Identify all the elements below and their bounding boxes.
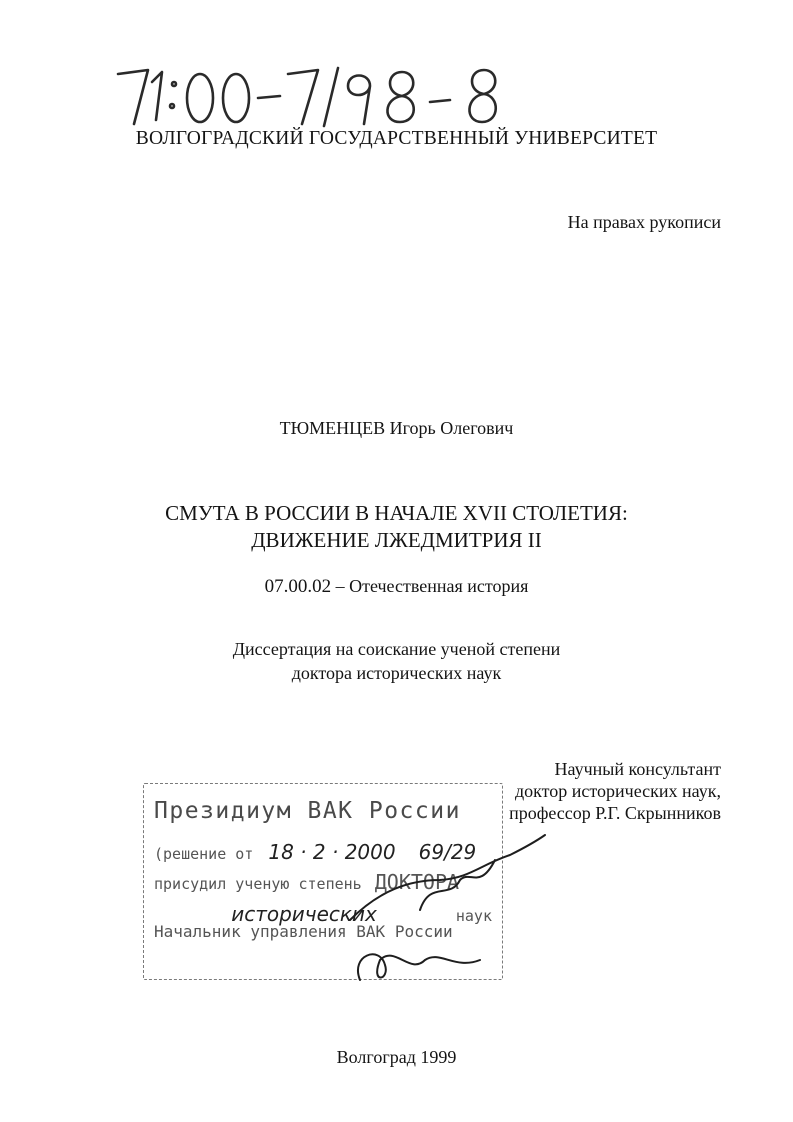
scientific-consultant bbox=[509, 758, 721, 824]
university-name: ВОЛГОГРАДСКИЙ ГОСУДАРСТВЕННЫЙ УНИВЕРСИТЕТ bbox=[135, 128, 658, 149]
specialty bbox=[0, 576, 793, 598]
specialty-code: 07.00.02 bbox=[264, 576, 332, 597]
dissertation-title bbox=[0, 500, 793, 554]
stamp-decision-number: 69/29 bbox=[418, 840, 477, 864]
stamp-degree-label: присудил ученую степень bbox=[154, 875, 362, 893]
stamp-decision-label: (решение от bbox=[154, 845, 254, 863]
degree-line-1: Диссертация на соискание ученой степени bbox=[232, 639, 561, 659]
author-name: ТЮМЕНЦЕВ Игорь Олегович bbox=[279, 418, 514, 438]
manuscript-note: На правах рукописи bbox=[567, 212, 721, 232]
stamp-head-label: Начальник управления ВАК России bbox=[154, 922, 453, 941]
specialty-separator: – bbox=[335, 576, 345, 596]
handwritten-archive-code bbox=[112, 62, 502, 132]
consultant-line-1: Научный консультант bbox=[554, 759, 721, 779]
specialty-name: Отечественная история bbox=[349, 576, 529, 596]
consultant-line-2: доктор исторических наук, bbox=[515, 781, 721, 801]
degree-line-2: доктора исторических наук bbox=[291, 663, 502, 683]
title-line-2: ДВИЖЕНИЕ ЛЖЕДМИТРИЯ II bbox=[251, 528, 542, 552]
stamp-science-value: исторических bbox=[231, 902, 377, 926]
stamp-title: Президиум ВАК России bbox=[154, 798, 461, 824]
stamp-degree bbox=[154, 870, 459, 894]
stamp-decision-date: 18 · 2 · 2000 bbox=[268, 840, 396, 864]
title-line-1: СМУТА В РОССИИ В НАЧАЛЕ XVII СТОЛЕТИЯ: bbox=[165, 501, 628, 525]
stamp-degree-value: ДОКТОРА bbox=[374, 870, 460, 894]
vak-stamp bbox=[143, 783, 503, 980]
dissertation-degree bbox=[0, 637, 793, 685]
consultant-line-3: профессор Р.Г. Скрынников bbox=[509, 803, 721, 823]
stamp-science-label: наук bbox=[455, 907, 492, 925]
stamp-decision bbox=[154, 840, 476, 864]
city-year: Волгоград 1999 bbox=[336, 1047, 457, 1067]
